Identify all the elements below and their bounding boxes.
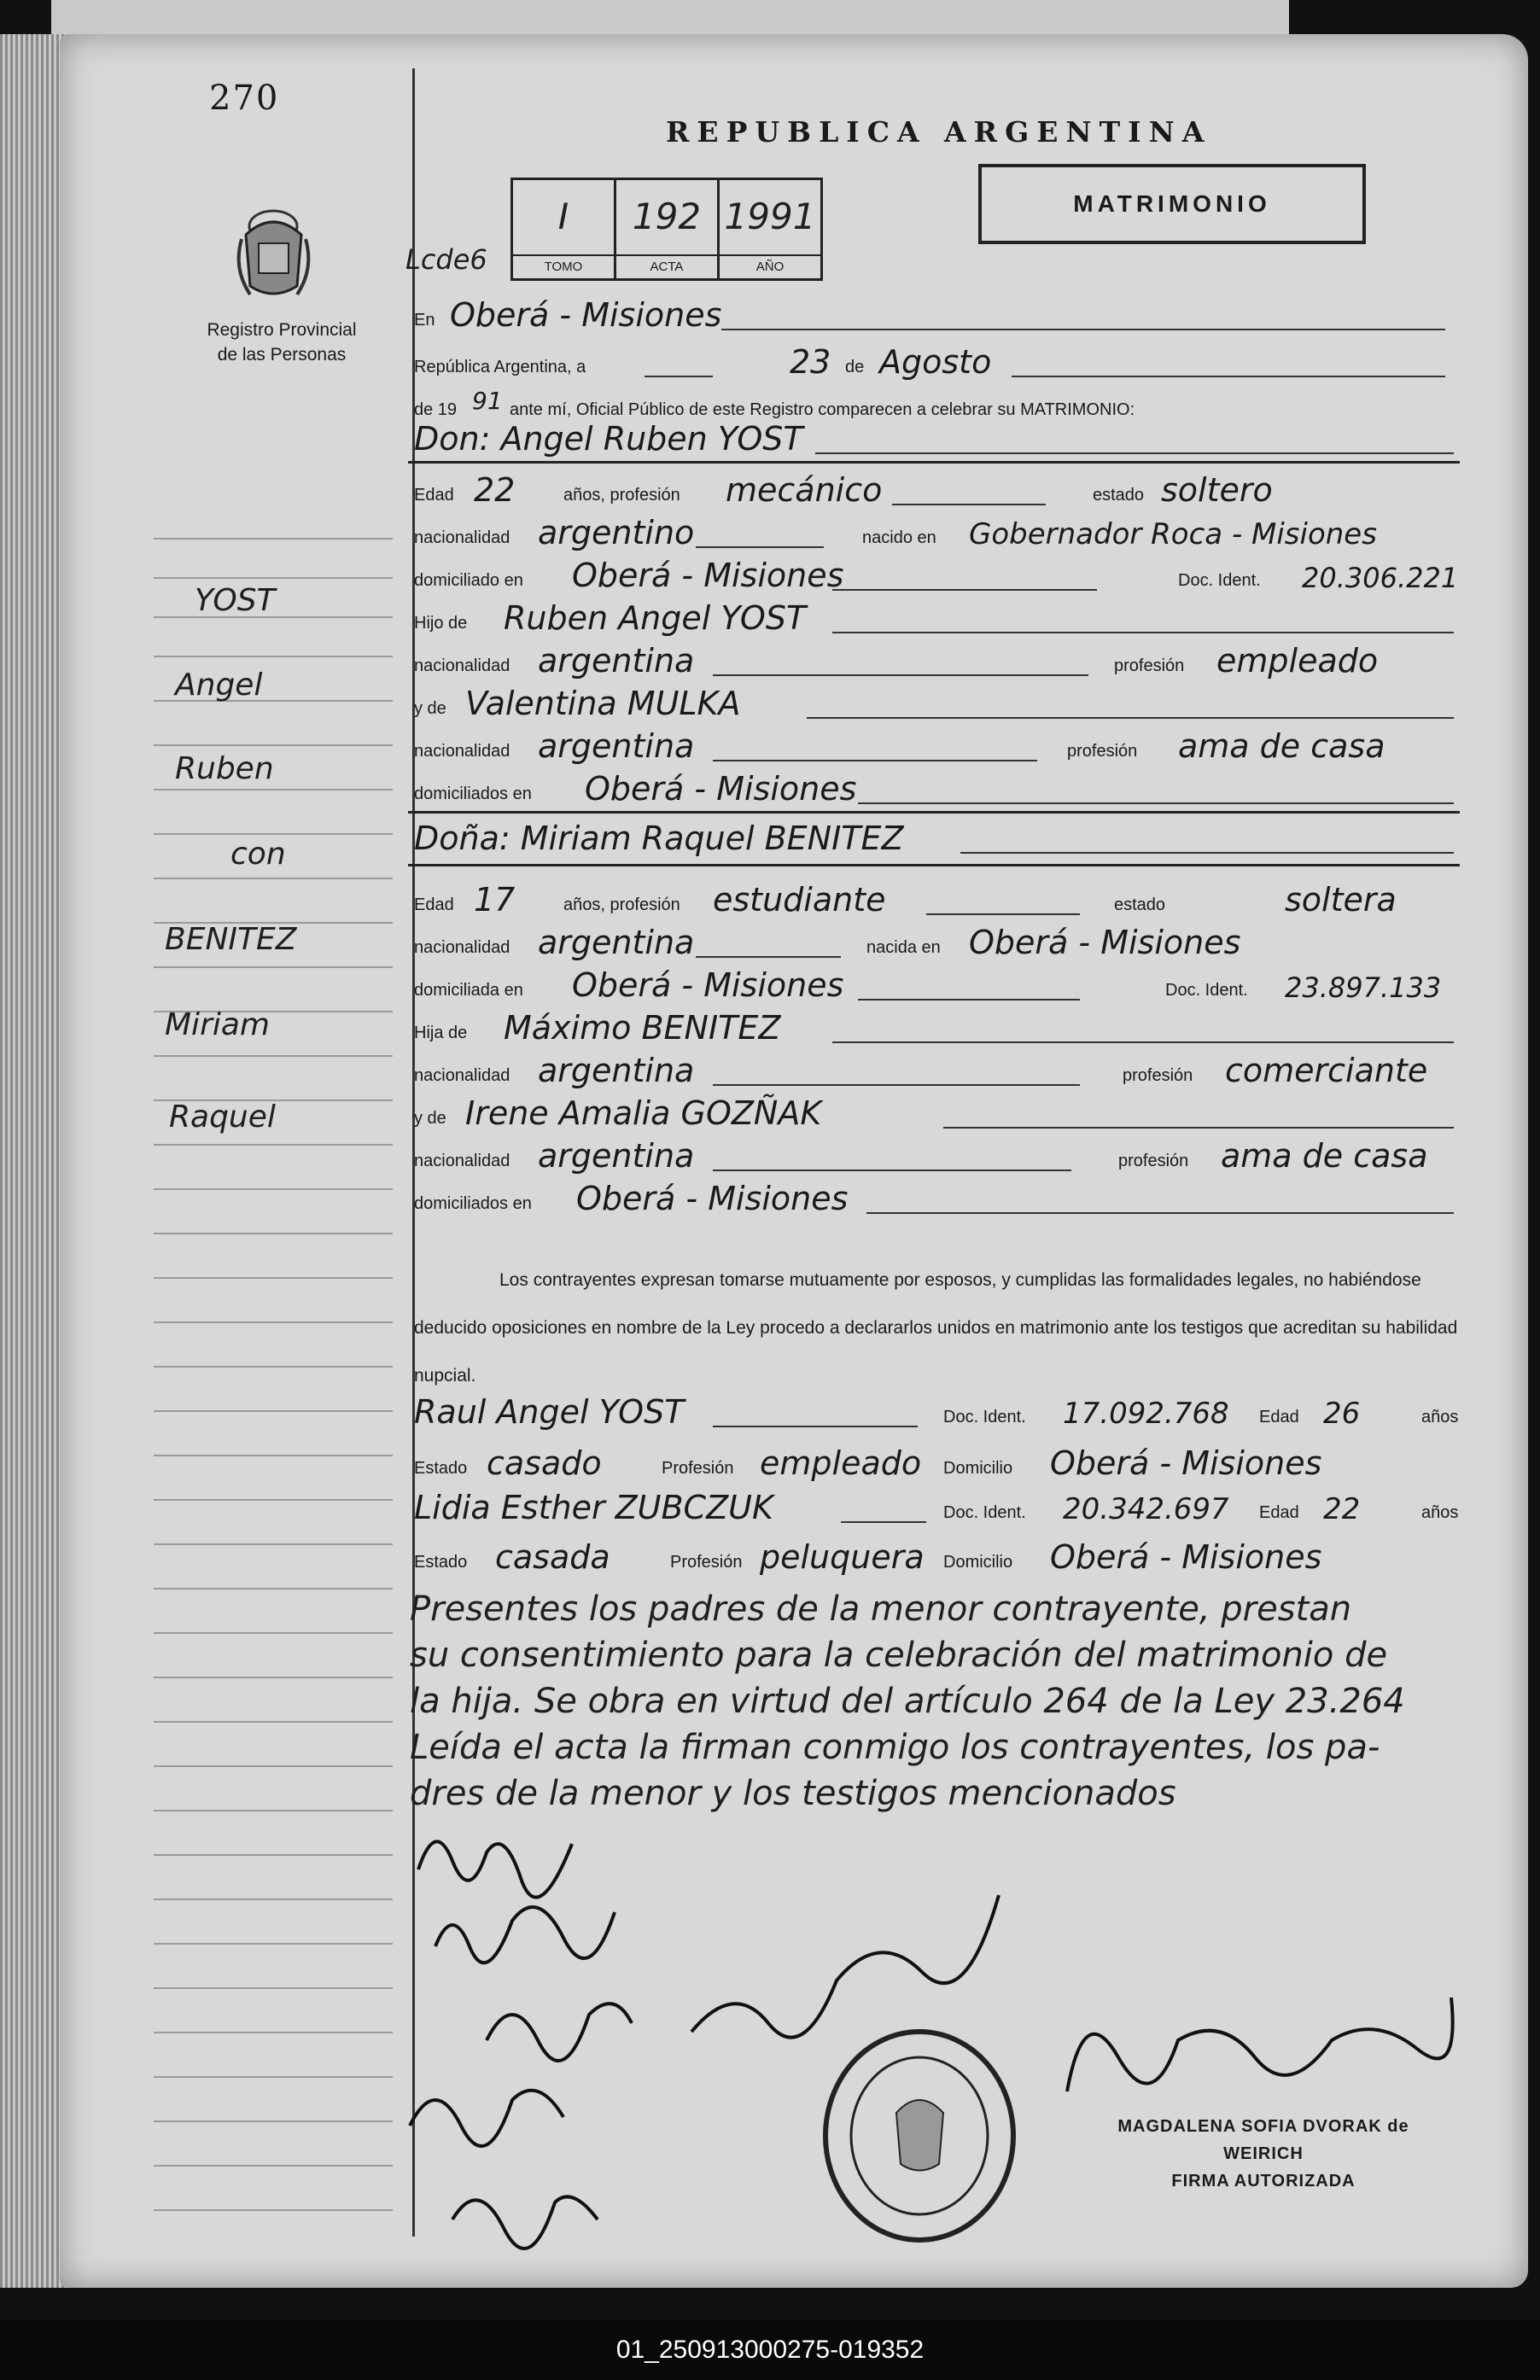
day-value: 23 <box>790 343 831 381</box>
note-line-4: Leída el acta la firman conmigo los contrayentes, los pa- <box>410 1728 1380 1767</box>
groom-mother-row <box>414 683 1462 724</box>
book-page-edges <box>0 34 68 2288</box>
prof-label: profesión <box>1123 1066 1193 1085</box>
bride-profesion: estudiante <box>713 881 886 919</box>
dash <box>926 913 1080 915</box>
bride-nac: argentina <box>538 924 695 961</box>
nac-label: nacionalidad <box>414 1066 510 1085</box>
signature-official <box>1050 1963 1460 2126</box>
year-prefix: de 19 <box>414 400 458 419</box>
dash <box>866 1212 1454 1214</box>
groom-mother-prof: ama de casa <box>1178 727 1385 765</box>
edad-label: Edad <box>414 895 454 914</box>
dash <box>713 1170 1071 1171</box>
bride-age-row <box>414 879 1462 920</box>
bride-mother-prof: ama de casa <box>1221 1137 1428 1175</box>
witness-2-estado: casada <box>495 1538 610 1576</box>
estado-label: estado <box>1114 895 1166 914</box>
witness-1-estado: casado <box>487 1444 602 1482</box>
margin-bride-surname: BENITEZ <box>165 922 297 957</box>
dash <box>696 546 824 548</box>
groom-separator <box>408 461 1460 464</box>
domicilio-label: Domicilio <box>943 1459 1013 1478</box>
nac-label: nacionalidad <box>414 742 510 761</box>
dash <box>960 852 1454 854</box>
doc-label: Doc. Ident. <box>1165 981 1248 1000</box>
groom-mother-nac: argentina <box>538 727 695 765</box>
nac-label: nacionalidad <box>414 1152 510 1170</box>
acta-label: ACTA <box>616 254 717 278</box>
witness-1-row <box>414 1391 1462 1432</box>
place-value: Oberá - Misiones <box>450 296 722 334</box>
en-label: En <box>414 311 435 330</box>
prof-label: profesión <box>1067 742 1138 761</box>
registro-label <box>179 318 384 367</box>
groom-parents-dom-row <box>414 768 1462 809</box>
republica-label: República Argentina, a <box>414 358 586 376</box>
margin-name-first: Angel <box>175 668 263 703</box>
bride-mother-nac: argentina <box>538 1137 695 1175</box>
groom-mother: Valentina MULKA <box>465 685 741 722</box>
dom-label: domiciliado en <box>414 571 523 590</box>
bride-name-separator <box>408 864 1460 866</box>
tomo-value: I <box>557 195 569 237</box>
note-line-1: Presentes los padres de la menor contrayente, prestan <box>410 1590 1352 1629</box>
hijo-label: Hijo de <box>414 614 468 633</box>
official-stamp <box>820 2027 1020 2245</box>
margin-bride-first: Miriam <box>165 1007 270 1042</box>
bride-name: Doña: Miriam Raquel BENITEZ <box>414 820 904 857</box>
notes-block <box>410 1586 1468 1817</box>
bride-father-prof: comerciante <box>1225 1052 1428 1089</box>
witness-2-profesion: peluquera <box>760 1538 925 1576</box>
witness-1-name: Raul Angel YOST <box>414 1393 685 1431</box>
bride-parents-dom: Oberá - Misiones <box>576 1180 849 1217</box>
yde-label: y de <box>414 1109 446 1128</box>
margin-con: con <box>230 837 286 872</box>
groom-profesion: mecánico <box>726 471 883 509</box>
profesion-label: años, profesión <box>563 895 680 914</box>
de-label: de <box>845 358 865 376</box>
witness-2-domicilio: Oberá - Misiones <box>1050 1538 1322 1576</box>
dash <box>721 329 1445 330</box>
bride-father-nac-row <box>414 1050 1462 1091</box>
signatures-contrayentes <box>401 1818 657 2296</box>
groom-doc: 20.306.221 <box>1302 562 1459 594</box>
bride-nacida: Oberá - Misiones <box>969 924 1241 961</box>
margin-bride-second: Raquel <box>169 1100 276 1135</box>
dash <box>832 1041 1454 1043</box>
registro-line-1: Registro Provincial <box>207 320 357 340</box>
bride-separator <box>408 811 1460 814</box>
official-name: MAGDALENA SOFIA DVORAK de WEIRICH <box>1117 2117 1409 2163</box>
prof-label: profesión <box>1114 656 1185 675</box>
dash <box>832 632 1454 633</box>
nac-label: nacionalidad <box>414 528 510 547</box>
edad-label: Edad <box>1259 1503 1299 1522</box>
groom-age-row <box>414 470 1462 510</box>
profesion-label: años, profesión <box>563 486 680 505</box>
witness-1-profesion: empleado <box>760 1444 922 1482</box>
doc-label: Doc. Ident. <box>943 1503 1026 1522</box>
witness-2-detail-row <box>414 1537 1462 1578</box>
nac-label: nacionalidad <box>414 656 510 675</box>
intro-date-row <box>414 341 1462 382</box>
bride-mother: Irene Amalia GOZÑAK <box>465 1094 822 1132</box>
groom-edad: 22 <box>474 471 516 509</box>
dash <box>832 589 1097 591</box>
bride-dom-row <box>414 965 1462 1006</box>
profesion-label: Profesión <box>670 1553 743 1572</box>
groom-father-nac-row <box>414 640 1462 681</box>
official-title: FIRMA AUTORIZADA <box>1171 2172 1356 2190</box>
groom-nacionalidad: argentino <box>538 514 695 551</box>
bride-father-row <box>414 1007 1462 1048</box>
dash <box>713 760 1037 761</box>
witness-1-domicilio: Oberá - Misiones <box>1050 1444 1322 1482</box>
groom-name-row <box>414 418 1462 459</box>
groom-father: Ruben Angel YOST <box>504 599 807 637</box>
tomo-label: TOMO <box>513 254 614 278</box>
doc-label: Doc. Ident. <box>1178 571 1261 590</box>
doms-label: domiciliados en <box>414 1194 532 1213</box>
doms-label: domiciliados en <box>414 785 532 803</box>
month-value: Agosto <box>879 343 992 381</box>
acta-cell <box>616 180 720 278</box>
note-line-2: su consentimiento para la celebración del matrimonio de <box>410 1636 1388 1675</box>
dash <box>807 717 1454 719</box>
yde-label: y de <box>414 699 446 718</box>
dash <box>645 376 713 377</box>
groom-dom-row <box>414 555 1462 596</box>
bride-father: Máximo BENITEZ <box>504 1009 781 1047</box>
coat-of-arms-seal <box>229 192 318 303</box>
dash <box>713 1084 1080 1086</box>
declaration-text: Los contrayentes expresan tomarse mutuamente por esposos, y cumplidas las formalidades legales, no habiéndose deducido oposiciones en nombre de la Ley procedo a declararlos unidos en matrimonio ante los testigos que acreditan su habilidad nupcial. <box>414 1270 1458 1385</box>
profesion-label: Profesión <box>662 1459 734 1478</box>
ano-label: AÑO <box>720 254 820 278</box>
groom-domicilio: Oberá - Misiones <box>572 557 844 594</box>
groom-father-row <box>414 598 1462 639</box>
bride-mother-nac-row <box>414 1135 1462 1176</box>
bride-parents-dom-row <box>414 1178 1462 1219</box>
nacido-label: nacido en <box>862 528 936 547</box>
edad-label: Edad <box>414 486 454 505</box>
bride-name-row <box>414 818 1462 859</box>
ano-cell <box>720 180 820 278</box>
bride-edad: 17 <box>474 881 516 919</box>
witness-1-edad: 26 <box>1323 1397 1361 1431</box>
anos-label: años <box>1421 1408 1459 1426</box>
dash <box>1012 376 1445 377</box>
dash <box>815 452 1454 454</box>
doc-label: Doc. Ident. <box>943 1408 1026 1426</box>
acta-value: 192 <box>632 195 702 237</box>
dash <box>713 674 1088 676</box>
groom-mother-nac-row <box>414 726 1462 767</box>
bride-domicilio: Oberá - Misiones <box>572 966 844 1004</box>
lcde-note: Lcde6 <box>405 243 487 276</box>
bride-doc: 23.897.133 <box>1285 971 1442 1004</box>
dash <box>841 1521 926 1523</box>
image-caption: 01_250913000275-019352 <box>0 2320 1540 2380</box>
witness-2-name: Lidia Esther ZUBCZUK <box>414 1489 773 1526</box>
bride-nac-row <box>414 922 1462 963</box>
page-number: 270 <box>209 79 280 118</box>
estado-label: Estado <box>414 1553 468 1572</box>
dash <box>858 999 1080 1000</box>
ante-text: ante mí, Oficial Público de este Registro comparecen a celebrar su MATRIMONIO: <box>510 400 1135 419</box>
nacida-label: nacida en <box>866 938 941 957</box>
dom-label: domiciliada en <box>414 981 523 1000</box>
groom-name: Don: Angel Ruben YOST <box>414 420 803 458</box>
hija-label: Hija de <box>414 1024 468 1042</box>
witness-1-doc: 17.092.768 <box>1063 1397 1229 1431</box>
estado-label: Estado <box>414 1459 468 1478</box>
dash <box>858 802 1454 804</box>
bride-father-nac: argentina <box>538 1052 695 1089</box>
groom-parents-dom: Oberá - Misiones <box>585 770 857 808</box>
ano-value: 1991 <box>724 195 816 237</box>
record-type-box: MATRIMONIO <box>978 164 1366 244</box>
year-suffix: 91 <box>472 387 503 415</box>
witness-2-edad: 22 <box>1323 1492 1361 1526</box>
prof-label: profesión <box>1118 1152 1189 1170</box>
tomo-cell <box>513 180 616 278</box>
groom-nacido: Gobernador Roca - Misiones <box>969 517 1377 551</box>
country-header: REPUBLICA ARGENTINA <box>666 115 1212 149</box>
dash <box>696 956 841 958</box>
witness-1-detail-row <box>414 1443 1462 1484</box>
official-block <box>1084 2113 1443 2195</box>
margin-name-surname: YOST <box>195 583 276 618</box>
note-line-5: dres de la menor y los testigos mencionados <box>410 1774 1176 1813</box>
bride-mother-row <box>414 1093 1462 1134</box>
tomo-acta-ano-box <box>510 178 823 281</box>
edad-label: Edad <box>1259 1408 1299 1426</box>
note-line-3: la hija. Se obra en virtud del artículo 264 de la Ley 23.264 <box>410 1682 1405 1721</box>
dash <box>892 504 1046 505</box>
estado-label: estado <box>1093 486 1145 505</box>
bride-estado: soltera <box>1285 881 1397 919</box>
registro-line-2: de las Personas <box>217 345 347 365</box>
witness-2-row <box>414 1487 1462 1528</box>
intro-place-row <box>414 295 1462 335</box>
nac-label: nacionalidad <box>414 938 510 957</box>
groom-nac-row <box>414 512 1462 553</box>
dash <box>713 1426 918 1427</box>
groom-estado: soltero <box>1161 471 1273 509</box>
groom-father-prof: empleado <box>1216 642 1379 680</box>
anos-label: años <box>1421 1503 1459 1522</box>
domicilio-label: Domicilio <box>943 1553 1013 1572</box>
groom-father-nac: argentina <box>538 642 695 680</box>
margin-name-second: Ruben <box>175 751 274 786</box>
witness-2-doc: 20.342.697 <box>1063 1492 1229 1526</box>
dash <box>943 1127 1454 1129</box>
